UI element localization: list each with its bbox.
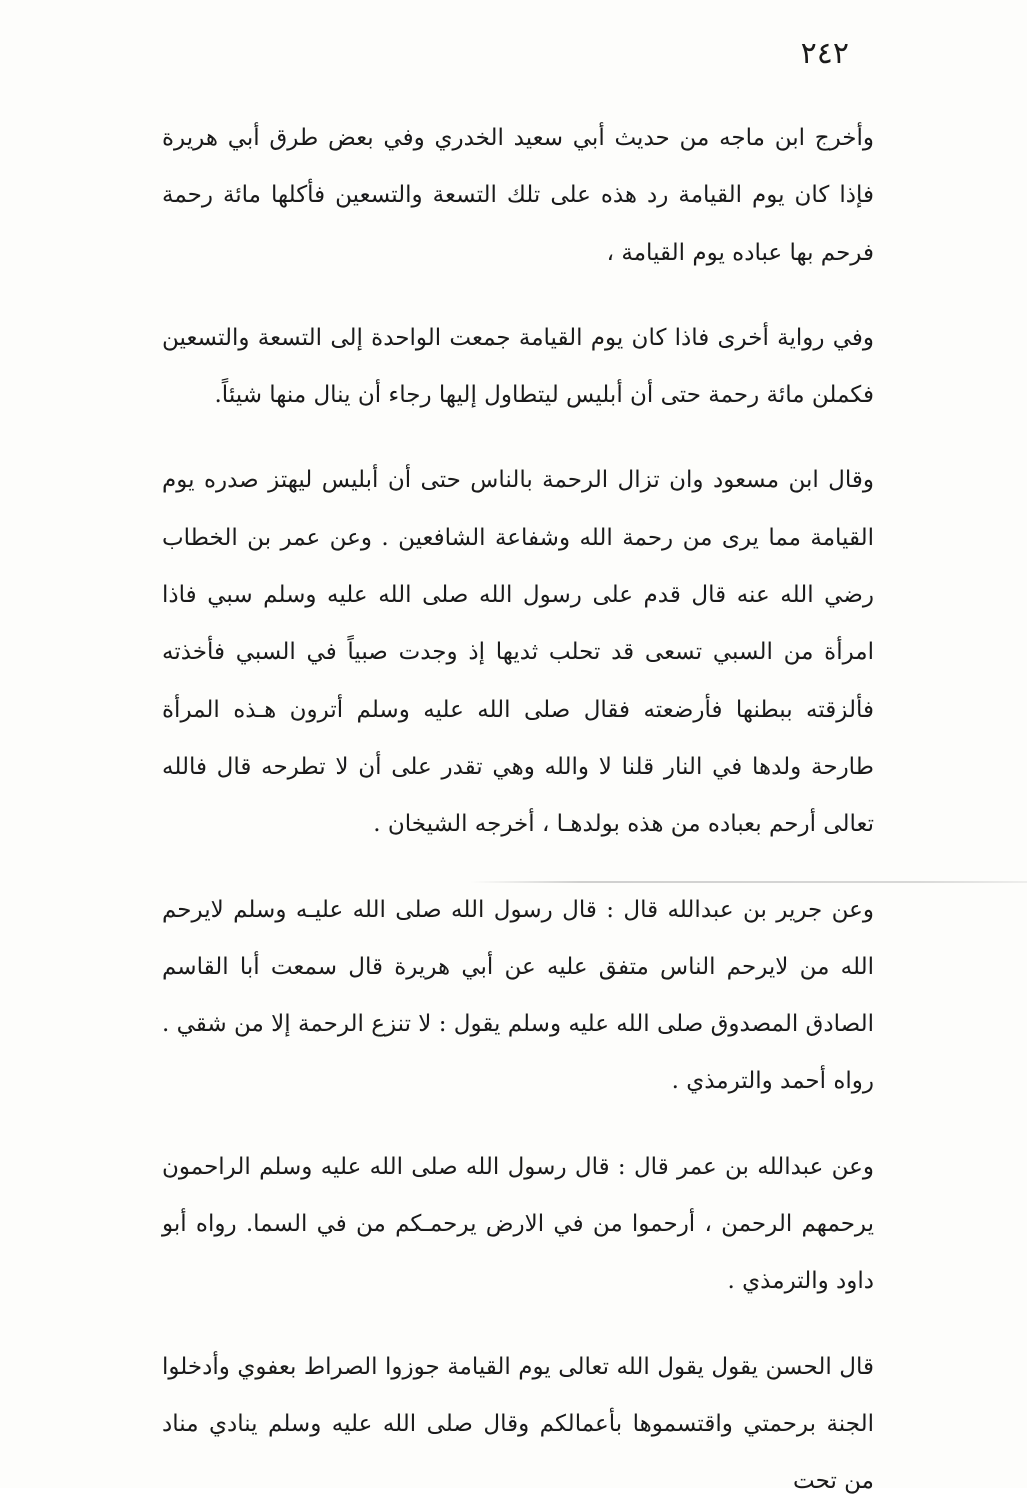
paragraph-3: وقال ابن مسعود وان تزال الرحمة بالناس حتى أن أبليس ليهتز صدره يوم القيامة مما يرى من رحمة الله وشفاعة الشافعين . وعن عمر بن الخطاب رضي الله عنه قال قدم على رسول الله صلى الله عليه وسلم سبي فاذا امرأة من السبي تسعى قد تحلب ثديها إذ وجدت صبياً في السبي فأخذته فألزقته ببطنها فأرضعته فقال صلى الله عليه وسلم أترون هـذه المرأة طارحة ولدها في النار قلنا لا والله وهي تقدر على أن لا تطرحه قال فالله تعالى أرحم بعباده من هذه بولدهـا ، أخرجه الشيخان . [162,467,874,838]
scan-mark [470,881,1027,883]
paragraph-4: وعن جرير بن عبدالله قال : قال رسول الله صلى الله عليـه وسلم لايرحم الله من لايرحم الناس متفق عليه عن أبي هريرة قال سمعت أبا القاسم الصادق المصدوق صلى الله عليه وسلم يقول : لا تنزع الرحمة إلا من شقي . رواه أحمد والترمذي . [162,896,874,1095]
page-number: ٢٤٢ [800,36,849,71]
paragraph-6: قال الحسن يقول يقول الله تعالى يوم القيامة جوزوا الصراط بعفوي وأدخلوا الجنة برحمتي واقتسموها بأعمالكم وقال صلى الله عليه وسلم ينادي مناد من تحت [162,1353,874,1495]
paragraph-1: وأخرج ابن ماجه من حديث أبي سعيد الخدري وفي بعض طرق أبي هريرة فإذا كان يوم القيامة رد هذه على تلك التسعة والتسعين فأكلها مائة رحمة فرحم بها عباده يوم القيامة ، [162,125,874,266]
paragraph-5: وعن عبدالله بن عمر قال : قال رسول الله صلى الله عليه وسلم الراحمون يرحمهم الرحمن ، أرحموا من في الارض يرحمـكم من في السما. رواه أبو داود والترمذي . [162,1153,874,1295]
paragraph-2: وفي رواية أخرى فاذا كان يوم القيامة جمعت الواحدة إلى التسعة والتسعين فكملن مائة رحمة حتى أن أبليس ليتطاول إليها رجاء أن ينال منها شيئاً. [162,324,874,409]
body-text [162,110,874,1511]
